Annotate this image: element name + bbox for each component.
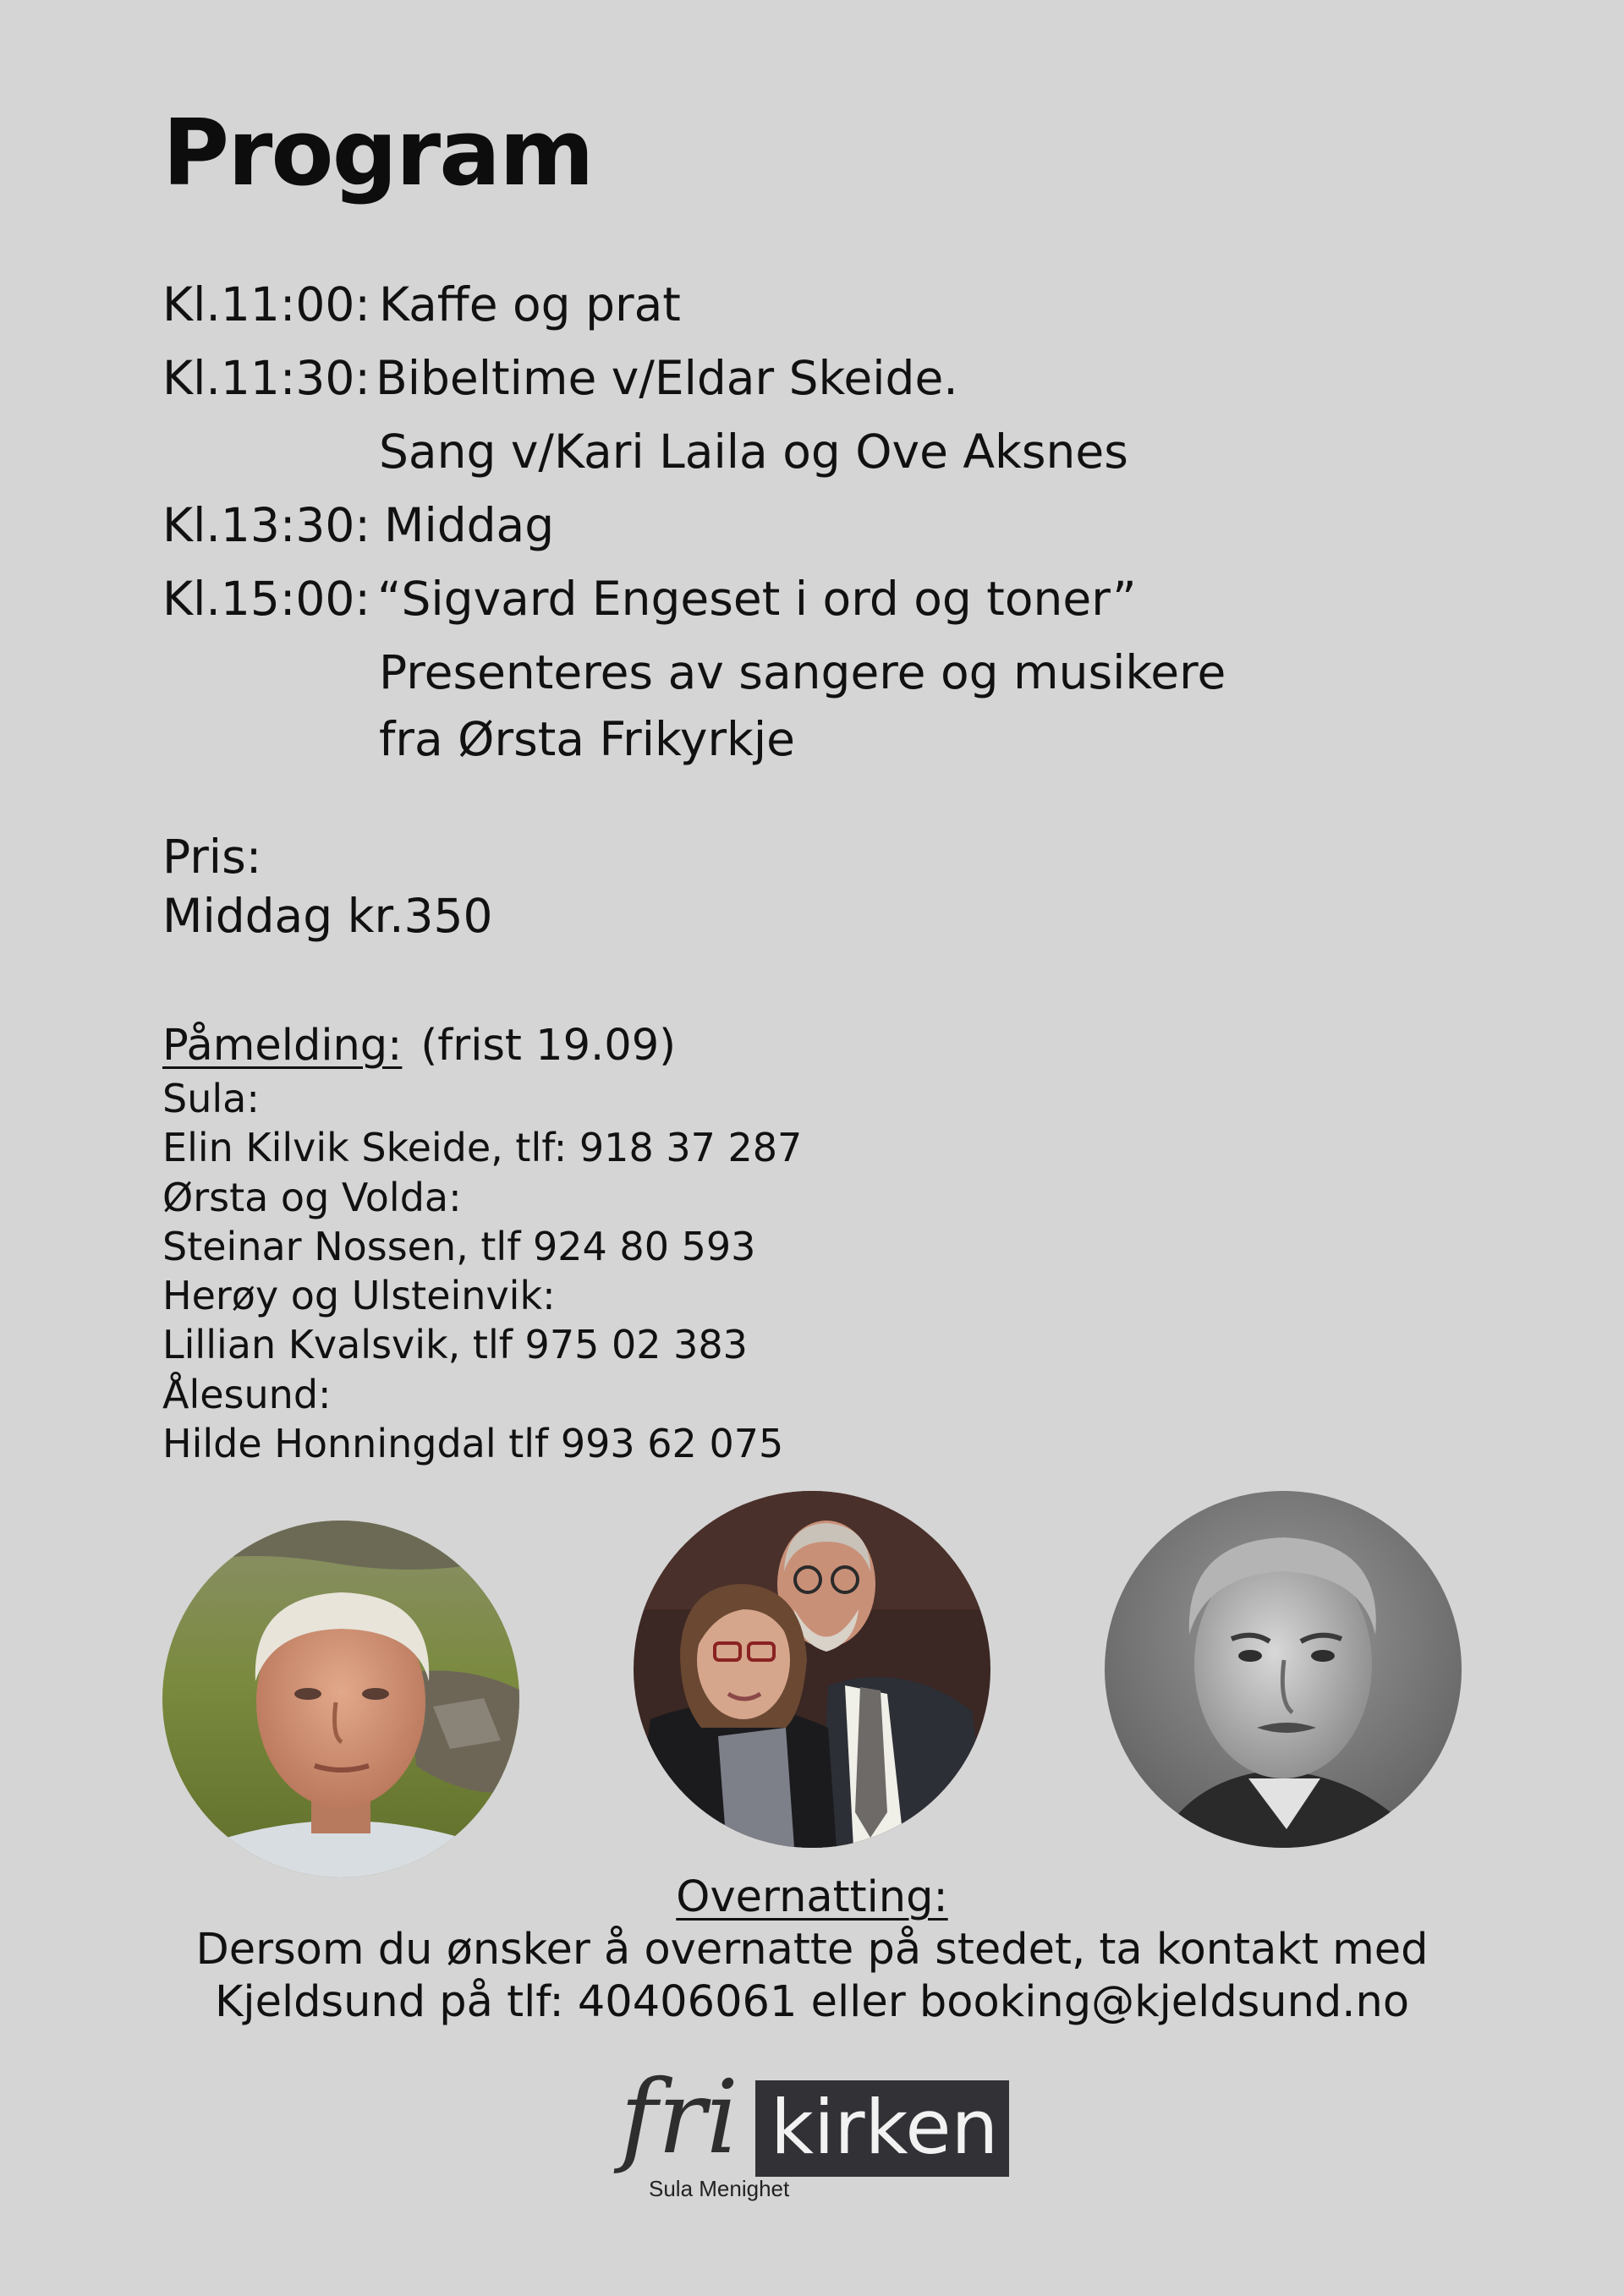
contact-person: Elin Kilvik Skeide, tlf: 918 37 287 <box>162 1125 803 1171</box>
schedule-activity: fra Ørsta Frikyrkje <box>379 712 796 766</box>
schedule-item-continued <box>162 640 1516 707</box>
lodging-heading: Overnatting: <box>676 1872 948 1922</box>
frikirken-logo <box>615 2059 1012 2206</box>
schedule-activity: Bibeltime v/Eldar Skeide. <box>376 351 958 405</box>
registration-deadline: (frist 19.09) <box>420 1021 677 1071</box>
schedule-item <box>162 567 1516 640</box>
schedule-time: Kl.11:00: <box>162 277 370 332</box>
contact-person: Steinar Nossen, tlf 924 80 593 <box>162 1223 756 1269</box>
portrait-photo-singers <box>634 1491 990 1848</box>
portrait-photo-speaker <box>162 1521 519 1877</box>
schedule-activity: Kaffe og prat <box>379 277 681 332</box>
price-heading: Pris: <box>162 830 262 884</box>
registration-title: Påmelding: <box>162 1021 403 1071</box>
schedule-item-continued <box>162 419 1516 493</box>
contact-person: Lillian Kvalsvik, tlf 975 02 383 <box>162 1322 748 1368</box>
schedule-item-continued <box>162 707 1516 774</box>
contact-person: Hilde Honningdal tlf 993 62 075 <box>162 1421 784 1467</box>
schedule-activity: Sang v/Kari Laila og Ove Aksnes <box>379 425 1128 479</box>
logo-word-fri: fri <box>620 2059 739 2177</box>
schedule-item <box>162 272 1516 346</box>
page-title: Program <box>162 101 593 206</box>
schedule-time: Kl.15:00: <box>162 572 370 626</box>
price-dinner: Middag kr.350 <box>162 889 493 943</box>
schedule-activity: Presenteres av sangere og musikere <box>379 645 1226 699</box>
schedule-activity: “Sigvard Engeset i ord og toner” <box>377 572 1137 626</box>
schedule-activity: Middag <box>384 498 555 552</box>
contact-area: Ålesund: <box>162 1371 332 1417</box>
logo-word-kirken: kirken <box>771 2084 999 2171</box>
lodging-section <box>0 1871 1624 2029</box>
registration-contacts <box>162 1074 802 1468</box>
schedule <box>162 272 1516 774</box>
schedule-time: Kl.11:30: <box>162 351 370 405</box>
schedule-item <box>162 493 1516 567</box>
schedule-item <box>162 346 1516 419</box>
logo-subtitle: Sula Menighet <box>649 2176 790 2201</box>
schedule-time: Kl.13:30: <box>162 498 370 552</box>
lodging-text-line2: Kjeldsund på tlf: 40406061 eller booking@kjeldsund.no <box>214 1977 1410 2027</box>
lodging-text-line1: Dersom du ønsker å overnatte på stedet, ta kontakt med <box>195 1925 1429 1975</box>
portrait-photo-historic <box>1105 1491 1462 1848</box>
price-section <box>162 827 493 945</box>
registration-heading <box>162 1016 676 1076</box>
contact-area: Ørsta og Volda: <box>162 1174 462 1220</box>
contact-area: Herøy og Ulsteinvik: <box>162 1273 556 1319</box>
contact-area: Sula: <box>162 1076 260 1121</box>
